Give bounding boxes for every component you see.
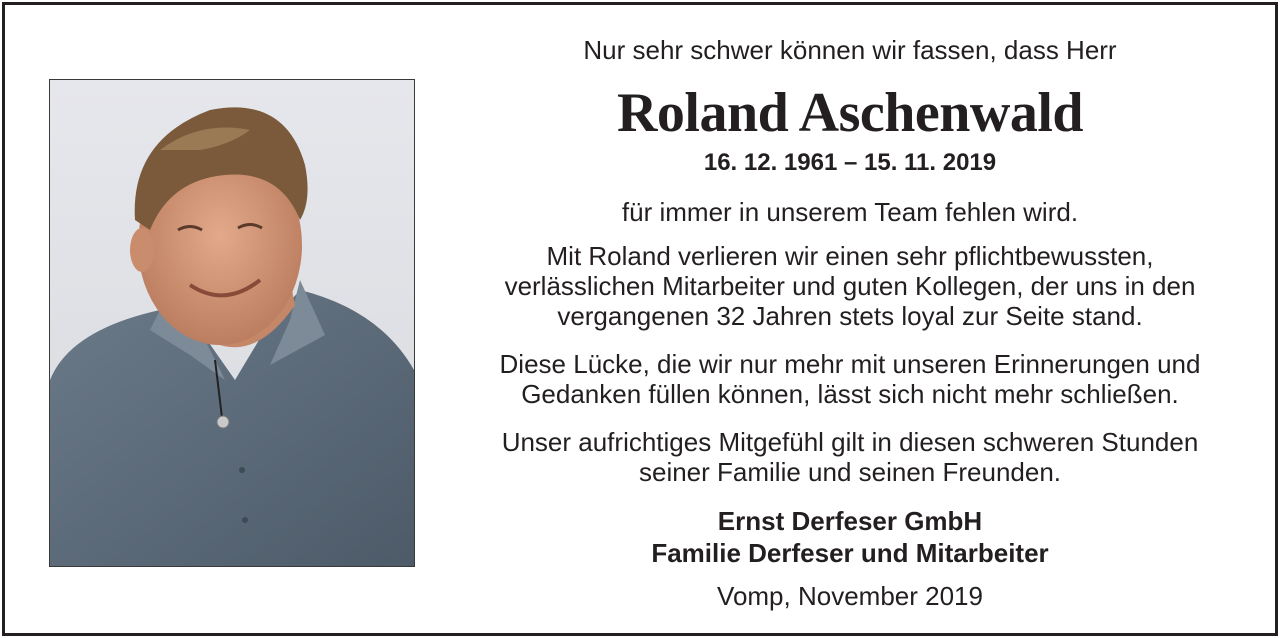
- portrait-illustration: [50, 80, 414, 566]
- obituary-text: [435, 5, 1265, 633]
- place-date: Vomp, November 2019: [717, 581, 983, 611]
- signature-company: Ernst Derfeser GmbH: [717, 506, 983, 536]
- signature: [435, 505, 1265, 569]
- obituary-frame: [2, 2, 1278, 636]
- paragraph-1-line: verlässlichen Mitarbeiter und guten Kollegen, der uns in den: [504, 271, 1196, 301]
- paragraph-1: [435, 241, 1265, 331]
- life-dates: 16. 12. 1961 – 15. 11. 2019: [703, 149, 997, 176]
- paragraph-1-line: vergangenen 32 Jahren stets loyal zur Seite stand.: [557, 301, 1143, 331]
- signature-family: Familie Derfeser und Mitarbeiter: [651, 538, 1049, 568]
- paragraph-3: [435, 427, 1265, 487]
- intro-line: Nur sehr schwer können wir fassen, dass Herr: [583, 35, 1117, 65]
- portrait-photo: [49, 79, 415, 567]
- paragraph-1-line: Mit Roland verlieren wir einen sehr pflichtbewussten,: [546, 241, 1154, 271]
- paragraph-2-line: Gedanken füllen können, lässt sich nicht mehr schließen.: [521, 379, 1179, 409]
- deceased-name: Roland Aschenwald: [616, 82, 1084, 144]
- paragraph-3-line: Unser aufrichtiges Mitgefühl gilt in diesen schweren Stunden: [501, 427, 1199, 457]
- line-after-dates: für immer in unserem Team fehlen wird.: [621, 197, 1079, 227]
- paragraph-2: [435, 349, 1265, 409]
- paragraph-2-line: Diese Lücke, die wir nur mehr mit unseren Erinnerungen und: [499, 349, 1201, 379]
- paragraph-3-line: seiner Familie und seinen Freunden.: [638, 457, 1062, 487]
